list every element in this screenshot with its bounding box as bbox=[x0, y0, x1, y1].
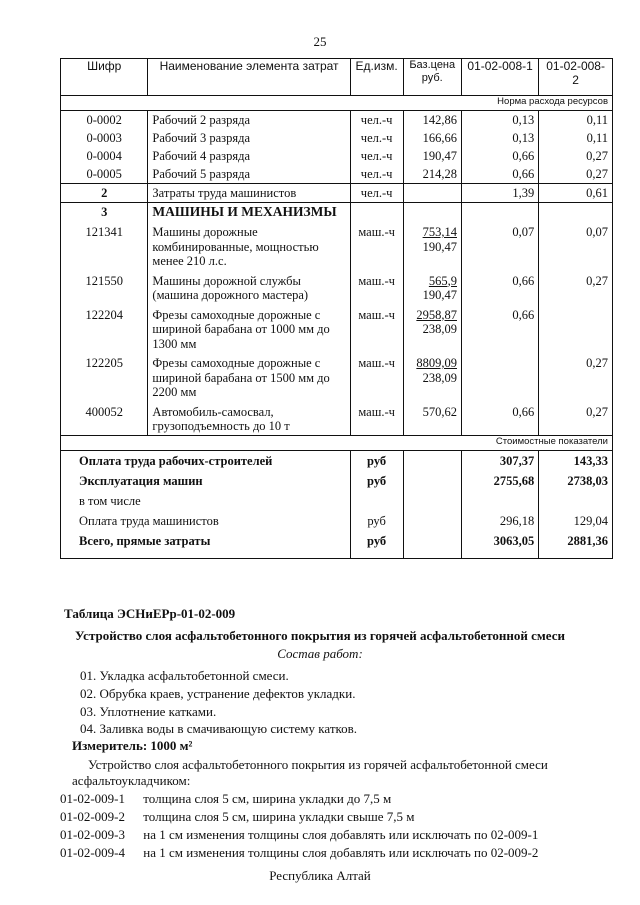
table-row bbox=[61, 401, 613, 436]
cost-row bbox=[61, 491, 613, 511]
row-name: Машины дорожной службы (машина дорожного мастера) bbox=[148, 270, 350, 304]
cost-row-value-2: 129,04 bbox=[539, 511, 613, 531]
cost-row-value-2: 2881,36 bbox=[539, 531, 613, 559]
variant-item bbox=[60, 845, 538, 861]
row-name: Рабочий 5 разряда bbox=[148, 165, 350, 184]
norm-label-row bbox=[61, 96, 613, 111]
work-item: 02. Обрубка краев, устранение дефектов укладки. bbox=[80, 686, 356, 701]
row-value-1: 0,13 bbox=[461, 129, 538, 147]
price-wage-value: 238,09 bbox=[422, 322, 457, 336]
cost-row-unit: руб bbox=[350, 511, 403, 531]
section-heading: Устройство слоя асфальтобетонного покрытия из горячей асфальтобетонной смеси bbox=[75, 628, 565, 643]
work-item: 04. Заливка воды в смачивающую систему катков. bbox=[80, 721, 358, 736]
header-price-line1: Баз.цена bbox=[409, 59, 456, 71]
variant-code: 01-02-009-1 bbox=[60, 791, 125, 806]
section-row-machines bbox=[61, 203, 613, 222]
cost-row-label: Всего, прямые затраты bbox=[61, 531, 351, 559]
cost-row-unit: руб bbox=[350, 450, 403, 471]
cost-row-value-2: 143,33 bbox=[539, 450, 613, 471]
row-code: 0-0003 bbox=[61, 129, 148, 147]
norm-label: Норма расхода ресурсов bbox=[61, 96, 613, 111]
row-code: 2 bbox=[61, 184, 148, 203]
row-code: 122205 bbox=[61, 352, 148, 401]
table-row-machinists bbox=[61, 184, 613, 203]
cost-row-value-1: 2755,68 bbox=[461, 471, 538, 491]
table-row bbox=[61, 147, 613, 165]
row-value-1: 0,66 bbox=[461, 270, 538, 304]
row-name: Затраты труда машинистов bbox=[148, 184, 350, 203]
row-value-2: 0,27 bbox=[539, 165, 613, 184]
row-name: Рабочий 4 разряда bbox=[148, 147, 350, 165]
header-price bbox=[403, 59, 461, 96]
row-code: 0-0005 bbox=[61, 165, 148, 184]
row-price bbox=[403, 352, 461, 401]
table-row bbox=[61, 304, 613, 353]
cost-label: Стоимостные показатели bbox=[61, 435, 613, 450]
measure-unit: Измеритель: 1000 м² bbox=[72, 738, 193, 753]
table-row bbox=[61, 270, 613, 304]
variant-text: толщина слоя 5 см, ширина укладки свыше 7,5 м bbox=[143, 809, 415, 824]
row-unit: маш.-ч bbox=[350, 221, 403, 270]
row-value-2: 0,27 bbox=[539, 147, 613, 165]
section-code: 3 bbox=[61, 203, 148, 222]
table-title: Таблица ЭСНиЕРр-01-02-009 bbox=[64, 606, 236, 621]
work-composition-heading: Состав работ: bbox=[277, 646, 363, 661]
resource-table bbox=[60, 58, 613, 559]
row-value-1 bbox=[461, 352, 538, 401]
price-value: 565,9 bbox=[428, 273, 457, 288]
row-code: 121341 bbox=[61, 221, 148, 270]
row-price bbox=[403, 304, 461, 353]
row-code: 122204 bbox=[61, 304, 148, 353]
header-col1: 01-02-008-1 bbox=[461, 59, 538, 96]
cost-row-value-1: 307,37 bbox=[461, 450, 538, 471]
row-name: Рабочий 2 разряда bbox=[148, 111, 350, 130]
row-code: 0-0004 bbox=[61, 147, 148, 165]
cost-row-unit: руб bbox=[350, 471, 403, 491]
row-price bbox=[403, 270, 461, 304]
variant-text: на 1 см изменения толщины слоя добавлять или исключать по 02-009-2 bbox=[143, 845, 539, 860]
row-value-1: 0,66 bbox=[461, 304, 538, 353]
row-price: 142,86 bbox=[403, 111, 461, 130]
row-value-2: 0,11 bbox=[539, 129, 613, 147]
table-row bbox=[61, 111, 613, 130]
cost-row bbox=[61, 471, 613, 491]
row-value-1: 0,66 bbox=[461, 401, 538, 436]
header-col2: 01-02-008-2 bbox=[539, 59, 613, 96]
row-value-2: 0,61 bbox=[539, 184, 613, 203]
row-name: Автомобиль-самосвал, грузоподъемность до 10 т bbox=[148, 401, 350, 436]
cost-row-value-2: 2738,03 bbox=[539, 471, 613, 491]
table-row bbox=[61, 165, 613, 184]
row-unit: маш.-ч bbox=[350, 401, 403, 436]
table-header-row bbox=[61, 59, 613, 96]
price-wage-value: 190,47 bbox=[422, 288, 457, 302]
row-value-2 bbox=[539, 304, 613, 353]
table-row bbox=[61, 352, 613, 401]
header-unit: Ед.изм. bbox=[350, 59, 403, 96]
section-title: МАШИНЫ И МЕХАНИЗМЫ bbox=[148, 203, 350, 222]
variant-item bbox=[60, 827, 538, 843]
row-price bbox=[403, 221, 461, 270]
row-value-1: 0,13 bbox=[461, 111, 538, 130]
row-name: Машины дорожные комбинированные, мощностью менее 210 л.с. bbox=[148, 221, 350, 270]
cost-row bbox=[61, 511, 613, 531]
variant-text: на 1 см изменения толщины слоя добавлять или исключать по 02-009-1 bbox=[143, 827, 539, 842]
footer: Республика Алтай bbox=[269, 868, 371, 883]
cost-row-value-1: 296,18 bbox=[461, 511, 538, 531]
row-code: 400052 bbox=[61, 401, 148, 436]
row-unit: маш.-ч bbox=[350, 352, 403, 401]
price-value: 753,14 bbox=[422, 225, 457, 239]
header-name: Наименование элемента затрат bbox=[148, 59, 350, 96]
row-value-2: 0,27 bbox=[539, 270, 613, 304]
row-value-1: 0,66 bbox=[461, 165, 538, 184]
row-value-2: 0,11 bbox=[539, 111, 613, 130]
variant-item bbox=[60, 809, 415, 825]
variant-code: 01-02-009-2 bbox=[60, 809, 125, 824]
price-wage-value: 190,47 bbox=[422, 239, 457, 254]
row-value-1: 0,07 bbox=[461, 221, 538, 270]
cost-row-label: Оплата труда рабочих-строителей bbox=[61, 450, 351, 471]
row-unit: чел.-ч bbox=[350, 147, 403, 165]
row-price bbox=[403, 184, 461, 203]
cost-row-label: Оплата труда машинистов bbox=[61, 511, 351, 531]
row-name: Фрезы самоходные дорожные с шириной барабана от 1500 мм до 2200 мм bbox=[148, 352, 350, 401]
price-value: 8809,09 bbox=[416, 356, 457, 370]
row-price: 570,62 bbox=[403, 401, 461, 436]
row-code: 0-0002 bbox=[61, 111, 148, 130]
table-row bbox=[61, 221, 613, 270]
header-code: Шифр bbox=[61, 59, 148, 96]
row-name: Рабочий 3 разряда bbox=[148, 129, 350, 147]
row-unit: чел.-ч bbox=[350, 165, 403, 184]
cost-row-label: Эксплуатация машин bbox=[61, 471, 351, 491]
variant-text: толщина слоя 5 см, ширина укладки до 7,5 м bbox=[143, 791, 392, 806]
row-value-1: 0,66 bbox=[461, 147, 538, 165]
cost-row bbox=[61, 450, 613, 471]
work-item: 01. Укладка асфальтобетонной смеси. bbox=[80, 668, 289, 683]
row-price: 166,66 bbox=[403, 129, 461, 147]
row-price: 214,28 bbox=[403, 165, 461, 184]
row-unit: маш.-ч bbox=[350, 270, 403, 304]
row-value-2: 0,27 bbox=[539, 401, 613, 436]
row-value-1: 1,39 bbox=[461, 184, 538, 203]
header-price-line2: руб. bbox=[421, 72, 443, 84]
cost-row-value-1: 3063,05 bbox=[461, 531, 538, 559]
row-value-2: 0,27 bbox=[539, 352, 613, 401]
variant-code: 01-02-009-4 bbox=[60, 845, 125, 860]
variant-code: 01-02-009-3 bbox=[60, 827, 125, 842]
price-wage-value: 238,09 bbox=[422, 370, 457, 385]
table-row bbox=[61, 129, 613, 147]
cost-row-unit: руб bbox=[350, 531, 403, 559]
cost-row bbox=[61, 531, 613, 559]
work-item: 03. Уплотнение катками. bbox=[80, 704, 217, 719]
variant-item bbox=[60, 791, 391, 807]
row-name: Фрезы самоходные дорожные с шириной барабана от 1000 мм до 1300 мм bbox=[148, 304, 350, 353]
description: Устройство слоя асфальтобетонного покрытия из горячей асфальтобетонной смеси асфальтоукладчиком: bbox=[72, 757, 548, 788]
row-unit: маш.-ч bbox=[350, 304, 403, 353]
page-number: 25 bbox=[313, 34, 327, 49]
row-unit: чел.-ч bbox=[350, 129, 403, 147]
row-unit: чел.-ч bbox=[350, 184, 403, 203]
row-value-2: 0,07 bbox=[539, 221, 613, 270]
cost-row-label: в том числе bbox=[61, 491, 351, 511]
row-price: 190,47 bbox=[403, 147, 461, 165]
row-unit: чел.-ч bbox=[350, 111, 403, 130]
cost-label-row bbox=[61, 435, 613, 450]
price-value: 2958,87 bbox=[416, 307, 457, 322]
row-code: 121550 bbox=[61, 270, 148, 304]
